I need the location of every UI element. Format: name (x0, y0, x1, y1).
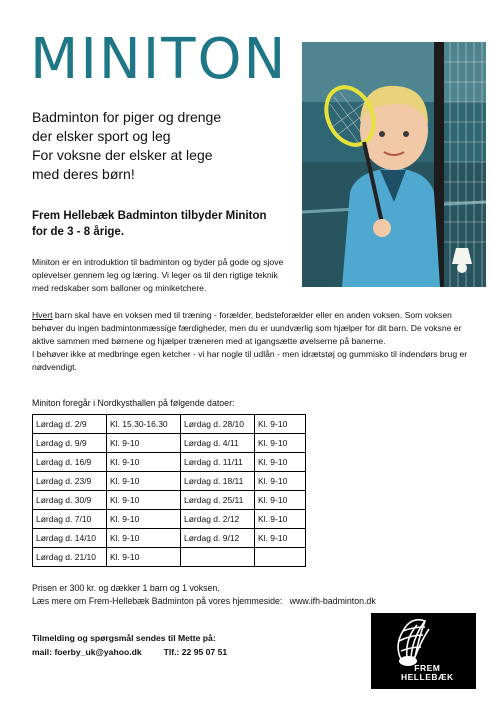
adult-paragraph (32, 309, 472, 374)
contact-info (32, 631, 227, 659)
intro-line: For voksne der elsker at lege (32, 147, 213, 163)
schedule-row (33, 491, 306, 510)
intro-line: med deres børn! (32, 166, 135, 182)
logo-line-1: FREM (414, 663, 441, 673)
club-logo (371, 613, 476, 689)
schedule-date: Lørdag d. 2/12 (181, 510, 255, 529)
equipment-paragraph: I behøver ikke at medbringe egen ketcher - vi har nogle til udlån - men idrætstøj og gummisko til indendørs brug er nødvendigt. (32, 349, 468, 372)
schedule-time: Kl. 9-10 (107, 491, 181, 510)
contact-heading: Tilmelding og spørgsmål sendes til Mette på: (32, 633, 216, 643)
schedule-time: Kl. 9-10 (107, 472, 181, 491)
schedule-time: Kl. 9-10 (107, 548, 181, 567)
schedule-time: Kl. 9-10 (107, 510, 181, 529)
child-badminton-photo (302, 42, 486, 287)
logo-text (401, 664, 454, 682)
schedule-row (33, 472, 306, 491)
schedule-date: Lørdag d. 9/9 (33, 434, 107, 453)
schedule-date: Lørdag d. 23/9 (33, 472, 107, 491)
schedule-row (33, 510, 306, 529)
contact-mail[interactable]: mail: foerby_uk@yahoo.dk (32, 647, 142, 657)
schedule-row (33, 434, 306, 453)
website-link[interactable]: www.ifh-badminton.dk (289, 596, 376, 606)
schedule-row (33, 415, 306, 434)
intro-text (32, 108, 292, 184)
schedule-date: Lørdag d. 2/9 (33, 415, 107, 434)
schedule-date: Lørdag d. 11/11 (181, 453, 255, 472)
contact-details (32, 645, 227, 659)
schedule-date: Lørdag d. 28/10 (181, 415, 255, 434)
intro-line: Badminton for piger og drenge (32, 109, 222, 125)
schedule-date: Lørdag d. 21/10 (33, 548, 107, 567)
schedule-date: Lørdag d. 7/10 (33, 510, 107, 529)
schedule-time: Kl. 9-10 (255, 529, 306, 548)
offer-line-1: Frem Hellebæk Badminton tilbyder Miniton (32, 210, 267, 222)
schedule-time: Kl. 9-10 (255, 472, 306, 491)
schedule-time (255, 548, 306, 567)
schedule-date: Lørdag d. 14/10 (33, 529, 107, 548)
schedule-row (33, 453, 306, 472)
price-line: Prisen er 300 kr. og dækker 1 barn og 1 voksen. (32, 583, 220, 593)
photo-illustration (302, 42, 486, 287)
schedule-date: Lørdag d. 18/11 (181, 472, 255, 491)
contact-phone: Tlf.: 22 95 07 51 (163, 647, 228, 657)
schedule-date: Lørdag d. 30/9 (33, 491, 107, 510)
intro-line: der elsker sport og leg (32, 128, 171, 144)
schedule-time: Kl. 9-10 (255, 453, 306, 472)
schedule-time: Kl. 9-10 (107, 453, 181, 472)
schedule-row (33, 548, 306, 567)
website-prefix: Læs mere om Frem-Hellebæk Badminton på vores hjemmeside: (32, 596, 283, 606)
schedule-date (181, 548, 255, 567)
schedule-time: Kl. 9-10 (255, 510, 306, 529)
schedule-time: Kl. 9-10 (255, 434, 306, 453)
schedule-row (33, 529, 306, 548)
offer-line-2: for de 3 - 8 årige. (32, 226, 125, 238)
schedule-table (32, 414, 306, 567)
schedule-date: Lørdag d. 25/11 (181, 491, 255, 510)
schedule-date: Lørdag d. 4/11 (181, 434, 255, 453)
adult-paragraph-text: barn skal have en voksen med til træning - forælder, bedsteforælder eller en anden voksen. Som voksen behøver du ingen badmintonmæssige færdigheder, men du er uundværlig som hjælper for dit barn. De voksne er aktive sammen med børnene og hjælper træneren med at igangsætte øvelserne på banerne. (32, 310, 462, 346)
schedule-time: Kl. 9-10 (107, 529, 181, 548)
schedule-intro: Miniton foregår i Nordkysthallen på følgende datoer: (32, 398, 235, 408)
schedule-time: Kl. 9-10 (107, 434, 181, 453)
hvert-underlined: Hvert (32, 310, 53, 320)
schedule-time: Kl. 15.30-16.30 (107, 415, 181, 434)
page-title: MINITON (30, 27, 288, 92)
schedule-time: Kl. 9-10 (255, 491, 306, 510)
offer-heading (32, 208, 294, 240)
schedule-date: Lørdag d. 9/12 (181, 529, 255, 548)
intro-paragraph: Miniton er en introduktion til badminton og byder på gode og sjove oplevelser gennem leg og læring. Vi leger os til den rigtige teknik med redskaber som balloner og miniketchere. (32, 257, 284, 293)
logo-line-2: HELLEBÆK (401, 672, 454, 682)
price-info (32, 582, 376, 608)
schedule-date: Lørdag d. 16/9 (33, 453, 107, 472)
schedule-time: Kl. 9-10 (255, 415, 306, 434)
website-line (32, 595, 376, 608)
